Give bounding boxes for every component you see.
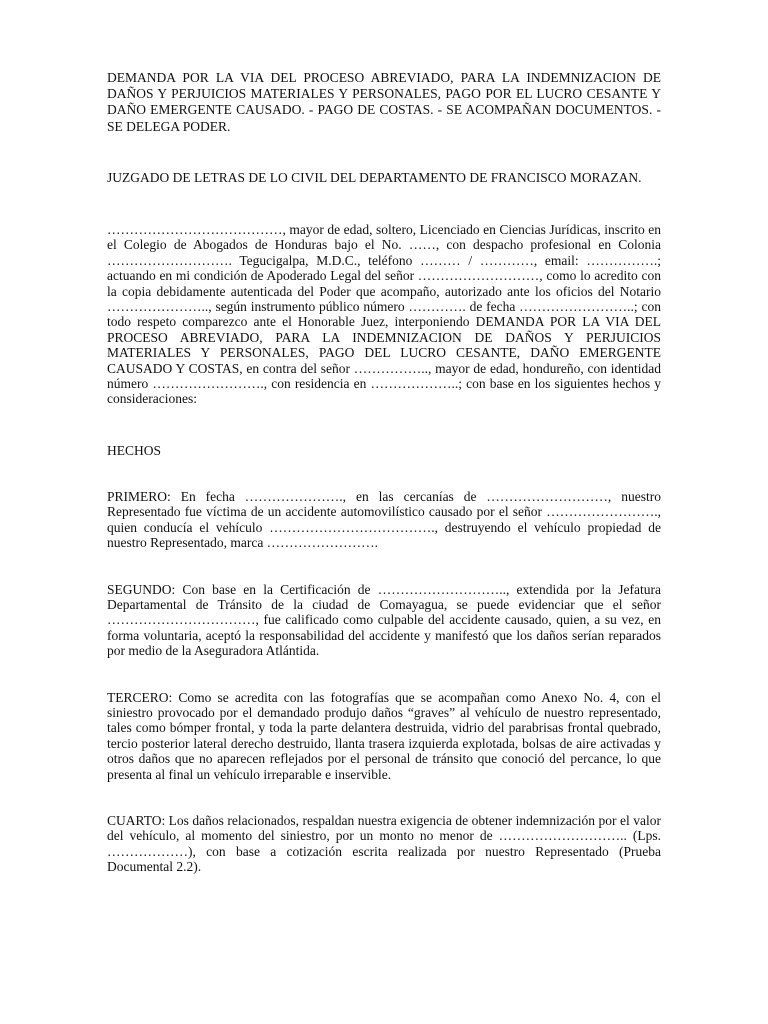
fact-cuarto: CUARTO: Los daños relacionados, respaldan nuestra exigencia de obtener indemnización por el valor del vehículo, al momento del siniestro, por un monto no menor de ……………………….. (Lps. ………………), con base a cotización escrita realizada por nuestro Representado (Prueba Documental 2.2). [107,812,661,875]
court-heading: JUZGADO DE LETRAS DE LO CIVIL DEL DEPARTAMENTO DE FRANCISCO MORAZAN. [107,169,642,185]
document-title: DEMANDA POR LA VIA DEL PROCESO ABREVIADO, PARA LA INDEMNIZACION DE DAÑOS Y PERJUICIOS MATERIALES Y PERSONALES, PAGO POR EL LUCRO CESANTE Y DAÑO EMERGENTE CAUSADO. - PAGO DE COSTAS. - SE ACOMPAÑAN DOCUMENTOS. - SE DELEGA PODER. [107,70,661,134]
document-page [107,70,661,875]
fact-tercero: TERCERO: Como se acredita con las fotografías que se acompañan como Anexo No. 4, con el siniestro provocado por el demandado produjo daños “graves” al vehículo de nuestro representado, tales como bómper frontal, y toda la parte delantera destruida, vidrio del parabrisas frontal quebrado, tercio posterior lateral derecho destruido, llanta trasera izquierda explotada, bolsas de aire activadas y otros daños que no aparecen reflejados por el personal de tránsito que conoció del percance, lo que presenta al final un vehículo irreparable e inservible. [107,689,661,782]
fact-segundo: SEGUNDO: Con base en la Certificación de ……………………….., extendida por la Jefatura Departamental de Tránsito de la ciudad de Comayagua, se puede evidenciar que el señor ……………………………, fue calificado como culpable del accidente causado, quien, a su vez, en forma voluntaria, aceptó la responsabilidad del accidente y manifestó que los daños serían reparados por medio de la Aseguradora Atlántida. [107,581,661,659]
fact-primero: PRIMERO: En fecha …………………., en las cercanías de ………………………, nuestro Representado fue víctima de un accidente automovilístico causado por el señor ……………………., quien conducía el vehículo ………………………………., destruyendo el vehículo propiedad de nuestro Representado, marca ……………………. [107,488,661,551]
intro-paragraph: …………………………………, mayor de edad, soltero, Licenciado en Ciencias Jurídicas, inscrito en el Colegio de Abogados de Honduras bajo el No. ……, con despacho profesional en Colonia ………………………. Tegucigalpa, M.D.C., teléfono ……… / …………, email: …………….; actuando en mi condición de Apoderado Legal del señor ………………………, como lo acredito con la copia debidamente autenticada del Poder que acompaño, autorizado ante los oficios del Notario ………………….., según instrumento público número …………. de fecha ……………………..; con todo respeto comparezco ante el Honorable Juez, interponiendo DEMANDA POR LA VIA DEL PROCESO ABREVIADO, PARA LA INDEMNIZACION DE DAÑOS Y PERJUICIOS MATERIALES Y PERSONALES, PAGO DEL LUCRO CESANTE, DAÑO EMERGENTE CAUSADO Y COSTAS, en contra del señor …………….., mayor de edad, hondureño, con identidad número ……………………., con residencia en ………………..; con base en los siguientes hechos y consideraciones: [107,222,661,407]
facts-heading: HECHOS [107,442,162,458]
